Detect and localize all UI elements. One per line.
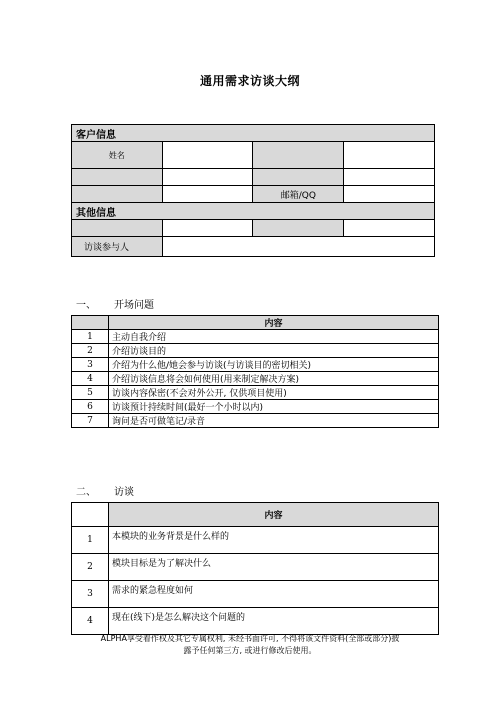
row-text: 本模块的业务背景是什么样的 bbox=[109, 527, 439, 554]
participants-value-cell[interactable] bbox=[162, 237, 434, 257]
value-cell-blank[interactable] bbox=[344, 142, 435, 169]
table-row bbox=[72, 581, 439, 608]
table-row bbox=[72, 358, 439, 372]
table-row bbox=[72, 344, 439, 358]
table-row bbox=[72, 414, 439, 428]
row-number: 7 bbox=[72, 414, 109, 428]
row-text: 介绍访谈信息将会如何使用(用来制定解决方案) bbox=[109, 372, 439, 386]
label-cell-blank bbox=[253, 169, 344, 186]
footer-line-2: 露予任何第三方, 或进行修改后使用。 bbox=[183, 646, 317, 655]
opening-title: 开场问题 bbox=[114, 300, 154, 311]
opening-heading bbox=[76, 296, 154, 311]
row-number: 1 bbox=[72, 527, 109, 554]
opening-number: 一、 bbox=[76, 300, 96, 311]
row-number: 2 bbox=[72, 344, 109, 358]
email-label: 邮箱/QQ bbox=[253, 186, 344, 203]
row-text: 模块目标是为了解决什么 bbox=[109, 554, 439, 581]
value-cell-blank[interactable] bbox=[344, 169, 435, 186]
other-info-label: 其他信息 bbox=[72, 203, 435, 220]
customer-info-table bbox=[71, 124, 435, 257]
table-header-row bbox=[72, 503, 439, 527]
participants-row bbox=[72, 237, 435, 257]
interview-number: 二、 bbox=[76, 487, 96, 498]
row-text: 需求的紧急程度如何 bbox=[109, 581, 439, 608]
table-row bbox=[72, 330, 439, 344]
value-cell-blank[interactable] bbox=[162, 169, 253, 186]
table-row bbox=[72, 527, 439, 554]
name-row bbox=[72, 142, 435, 169]
row-number: 3 bbox=[72, 581, 109, 608]
label-cell-blank bbox=[72, 220, 163, 237]
name-value-cell[interactable] bbox=[162, 142, 253, 169]
info-row bbox=[72, 220, 435, 237]
row-text: 介绍为什么他/她会参与访谈(与访谈目的密切相关) bbox=[109, 358, 439, 372]
label-cell-blank bbox=[72, 186, 163, 203]
value-cell-blank[interactable] bbox=[162, 220, 253, 237]
table-row bbox=[72, 608, 439, 635]
row-number: 1 bbox=[72, 330, 109, 344]
row-number: 2 bbox=[72, 554, 109, 581]
info-row bbox=[72, 169, 435, 186]
interview-table bbox=[71, 502, 439, 635]
row-number: 3 bbox=[72, 358, 109, 372]
email-row bbox=[72, 186, 435, 203]
table-header: 内容 bbox=[109, 503, 439, 527]
header-number-cell bbox=[72, 316, 109, 330]
table-row bbox=[72, 400, 439, 414]
email-value-cell[interactable] bbox=[344, 186, 435, 203]
page-title: 通用需求访谈大纲 bbox=[199, 74, 300, 88]
interview-title: 访谈 bbox=[114, 487, 134, 498]
row-text: 主动自我介绍 bbox=[109, 330, 439, 344]
table-row bbox=[72, 554, 439, 581]
table-row bbox=[72, 372, 439, 386]
table-header: 内容 bbox=[109, 316, 439, 330]
opening-questions-table bbox=[71, 315, 439, 428]
participants-label: 访谈参与人 bbox=[72, 237, 163, 257]
table-row bbox=[72, 386, 439, 400]
value-cell-blank[interactable] bbox=[344, 220, 435, 237]
label-cell-blank bbox=[72, 169, 163, 186]
row-text: 询问是否可做笔记/录音 bbox=[109, 414, 439, 428]
header-number-cell bbox=[72, 503, 109, 527]
row-number: 4 bbox=[72, 372, 109, 386]
customer-info-section-row bbox=[72, 125, 435, 142]
row-text: 访谈内容保密(不会对外公开, 仅供项目使用) bbox=[109, 386, 439, 400]
row-number: 6 bbox=[72, 400, 109, 414]
footer-line-1: ALPHA享受着作权及其它专属权利, 未经书面许可, 不得将该文件资料(全部或部分)披 bbox=[100, 634, 400, 643]
row-text: 现在(线下)是怎么解决这个问题的 bbox=[109, 608, 439, 635]
row-number: 4 bbox=[72, 608, 109, 635]
label-cell-blank bbox=[253, 142, 344, 169]
value-cell-blank[interactable] bbox=[162, 186, 253, 203]
row-text: 介绍访谈目的 bbox=[109, 344, 439, 358]
customer-info-label: 客户信息 bbox=[72, 125, 435, 142]
row-text: 访谈预计持续时间(最好一个小时以内) bbox=[109, 400, 439, 414]
label-cell-blank bbox=[253, 220, 344, 237]
row-number: 5 bbox=[72, 386, 109, 400]
table-header-row bbox=[72, 316, 439, 330]
interview-heading bbox=[76, 483, 134, 498]
other-info-section-row bbox=[72, 203, 435, 220]
name-label: 姓名 bbox=[72, 142, 163, 169]
